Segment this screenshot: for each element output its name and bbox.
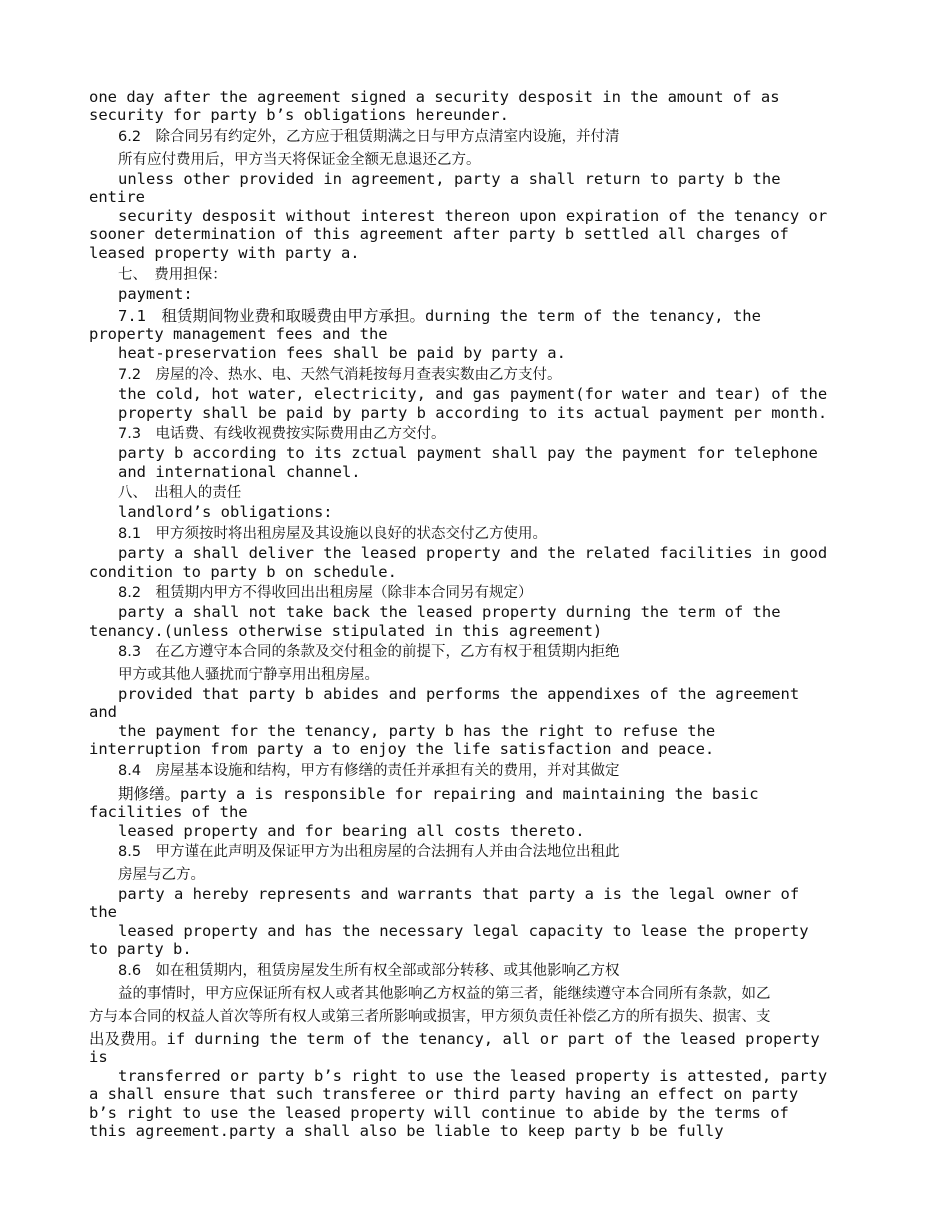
text-line: party a hereby represents and warrants that party a is the legal owner of bbox=[118, 885, 800, 903]
clause-8-6-line: 8.6 如在租赁期内，租赁房屋发生所有权全部或部分转移、或其他影响乙方权 bbox=[118, 963, 620, 979]
text-line: party a shall deliver the leased property and the related facilities in good bbox=[118, 544, 828, 562]
text-line: b’s right to use the leased property will continue to abide by the terms of bbox=[89, 1104, 789, 1122]
text-line: 期修缮。party a is responsible for repairing and maintaining the basic bbox=[118, 785, 759, 803]
text-line: security for party b’s obligations hereunder. bbox=[89, 106, 509, 124]
section-7-heading: 七、 费用担保： bbox=[118, 267, 227, 283]
clause-6-2-line: 6.2 除合同另有约定外，乙方应于租赁期满之日与甲方点清室内设施，并付清 bbox=[118, 129, 620, 145]
text-line: party a shall not take back the leased property durning the term of the bbox=[118, 603, 781, 621]
text-line: 益的事情时，甲方应保证所有权人或者其他影响乙方权益的第三者，能继续遵守本合同所有条款，如乙 bbox=[118, 986, 771, 1002]
text-line: 方与本合同的权益人首次等所有权人或第三者所影响或损害，甲方须负责任补偿乙方的所有损失、损害、支 bbox=[89, 1009, 771, 1025]
clause-8-3-line: 8.3 在乙方遵守本合同的条款及交付租金的前提下，乙方有权于租赁期内拒绝 bbox=[118, 644, 620, 660]
text-line: and bbox=[89, 703, 117, 721]
text-line: security desposit without interest thereon upon expiration of the tenancy or bbox=[118, 207, 828, 225]
text-line: property management fees and the bbox=[89, 325, 388, 343]
section-8-heading-en: landlord’s obligations: bbox=[118, 503, 333, 521]
clause-7-2-line: 7.2 房屋的冷、热水、电、天然气消耗按每月查表实数由乙方支付。 bbox=[118, 367, 562, 383]
text-line: tenancy.(unless otherwise stipulated in this agreement) bbox=[89, 622, 603, 640]
clause-7-3-line: 7.3 电话费、有线收视费按实际费用由乙方交付。 bbox=[118, 426, 446, 442]
text-line: and international channel. bbox=[118, 463, 361, 481]
text-line: provided that party b abides and performs the appendixes of the agreement bbox=[118, 685, 800, 703]
text-line: 所有应付费用后，甲方当天将保证金全额无息退还乙方。 bbox=[118, 152, 481, 168]
text-line: facilities of the bbox=[89, 803, 248, 821]
text-line: 甲方或其他人骚扰而宁静享用出租房屋。 bbox=[118, 667, 379, 683]
text-line: transferred or party b’s right to use the leased property is attested, party bbox=[118, 1067, 828, 1085]
text-line: a shall ensure that such transferee or third party having an effect on party bbox=[89, 1085, 799, 1103]
text-line: entire bbox=[89, 188, 145, 206]
text-line: is bbox=[89, 1048, 108, 1066]
text-line: sooner determination of this agreement after party b settled all charges of bbox=[89, 225, 789, 243]
text-line: the bbox=[89, 903, 117, 921]
section-8-heading: 八、 出租人的责任 bbox=[118, 485, 242, 501]
text-line: the cold, hot water, electricity, and gas payment(for water and tear) of the bbox=[118, 385, 828, 403]
text-line: 房屋与乙方。 bbox=[118, 867, 205, 883]
section-7-heading-en: payment: bbox=[118, 285, 193, 303]
text-line: condition to party b on schedule. bbox=[89, 563, 397, 581]
text-line: to party b. bbox=[89, 940, 192, 958]
text-line: leased property with party a. bbox=[89, 244, 360, 262]
text-line: property shall be paid by party b according to its actual payment per month. bbox=[118, 404, 828, 422]
text-line: the payment for the tenancy, party b has the right to refuse the bbox=[118, 722, 716, 740]
clause-8-5-line: 8.5 甲方谨在此声明及保证甲方为出租房屋的合法拥有人并由合法地位出租此 bbox=[118, 844, 620, 860]
clause-7-1-line: 7.1 租赁期间物业费和取暖费由甲方承担。durning the term of the tenancy, the bbox=[118, 307, 761, 325]
text-line: unless other provided in agreement, party a shall return to party b the bbox=[118, 170, 781, 188]
clause-8-4-line: 8.4 房屋基本设施和结构，甲方有修缮的责任并承担有关的费用，并对其做定 bbox=[118, 763, 620, 779]
text-line: one day after the agreement signed a security desposit in the amount of as bbox=[89, 88, 780, 106]
text-line: this agreement.party a shall also be liable to keep party b be fully bbox=[89, 1122, 724, 1140]
clause-8-1-line: 8.1 甲方须按时将出租房屋及其设施以良好的状态交付乙方使用。 bbox=[118, 526, 548, 542]
text-line: 出及费用。if durning the term of the tenancy, all or part of the leased property bbox=[89, 1030, 820, 1048]
text-line: interruption from party a to enjoy the life satisfaction and peace. bbox=[89, 740, 715, 758]
text-line: heat-preservation fees shall be paid by party a. bbox=[118, 344, 566, 362]
text-line: party b according to its zctual payment shall pay the payment for telephone bbox=[118, 444, 818, 462]
text-line: leased property and has the necessary legal capacity to lease the property bbox=[118, 922, 809, 940]
text-line: leased property and for bearing all costs thereto. bbox=[118, 822, 585, 840]
clause-8-2-line: 8.2 租赁期内甲方不得收回出出租房屋（除非本合同另有规定） bbox=[118, 585, 533, 601]
